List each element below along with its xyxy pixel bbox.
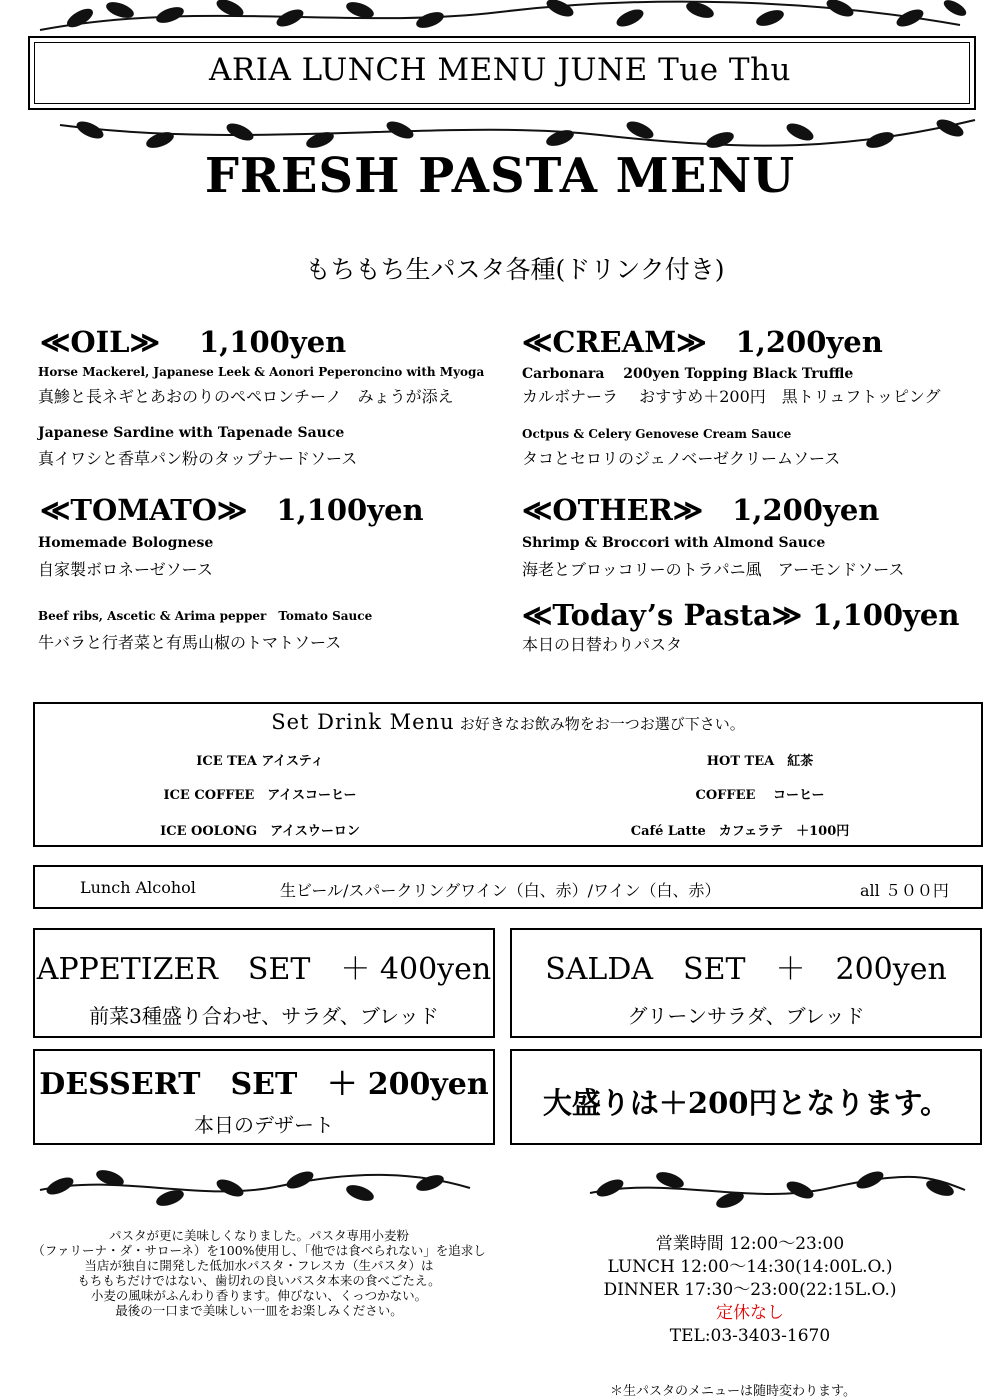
drink-menu-header <box>35 710 981 734</box>
oil-item-2-en: Japanese Sardine with Tapenade Sauce <box>38 425 345 441</box>
cream-heading: ≪CREAM≫ 1,200yen <box>522 325 883 359</box>
dinner-hours: DINNER 17:30～23:00(22:15L.O.) <box>603 1280 897 1300</box>
subtitle: もちもち生パスタ各種(ドリンク付き) <box>305 255 725 284</box>
tomato-heading: ≪TOMATO≫ 1,100yen <box>40 493 424 527</box>
tomato-item-2-jp: 牛バラと行者菜と有馬山椒のトマトソース <box>38 633 342 652</box>
large-portion-note: 大盛りは＋200円となります。 <box>542 1086 950 1120</box>
tomato-item-2-en: Beef ribs, Ascetic & Arima pepper Tomato Sauce <box>38 609 373 623</box>
description-line: 最後の一口まで美味しい一皿をお楽しみください。 <box>115 1303 403 1318</box>
other-heading: ≪OTHER≫ 1,200yen <box>522 493 880 527</box>
oil-heading: ≪OIL≫ 1,100yen <box>40 325 347 359</box>
salda-set-box <box>510 928 982 1038</box>
cream-item-1-en: Carbonara 200yen Topping Black Truffle <box>522 366 854 382</box>
alcohol-items: 生ビール/スパークリングワイン（白、赤）/ワイン（白、赤） <box>280 881 721 900</box>
drink-ice-oolong: ICE OOLONG アイスウーロン <box>160 824 360 839</box>
menu-title: ARIA LUNCH MENU JUNE Tue Thu <box>208 52 792 88</box>
drink-menu-title: Set Drink Menu <box>271 710 455 734</box>
alcohol-box <box>33 865 983 909</box>
oil-item-2-jp: 真イワシと香草パン粉のタップナードソース <box>38 449 358 468</box>
drink-cafe-latte: Café Latte カフェラテ ＋100円 <box>630 824 850 839</box>
tomato-item-1-jp: 自家製ボロネーゼソース <box>38 560 213 579</box>
drink-coffee: COFFEE コーヒー <box>695 788 825 803</box>
business-hours <box>580 1233 920 1348</box>
description-line: 小麦の風味がふんわり香ります。伸びない、くっつかない。 <box>90 1288 428 1303</box>
dessert-set-desc: 本日のデザート <box>194 1113 334 1137</box>
salda-set-desc: グリーンサラダ、ブレッド <box>627 1004 865 1028</box>
telephone: TEL:03-3403-1670 <box>669 1326 831 1346</box>
today-jp: 本日の日替わりパスタ <box>522 635 683 654</box>
salda-set-title: SALDA SET ＋ 200yen <box>545 952 947 987</box>
today-heading: ≪Today’s Pasta≫ 1,100yen <box>522 598 960 632</box>
drink-hot-tea: HOT TEA 紅茶 <box>706 754 814 769</box>
dessert-set-title: DESSERT SET ＋ 200yen <box>39 1067 489 1102</box>
tomato-item-1-en: Homemade Bolognese <box>38 535 214 551</box>
description-line: パスタが更に美味しくなりました。パスタ専用小麦粉 <box>108 1228 409 1243</box>
cream-item-2-en: Octpus & Celery Genovese Cream Sauce <box>522 427 792 441</box>
description-line: 当店が独自に開発した低加水パスタ・フレスカ（生パスタ）は <box>84 1258 434 1273</box>
description-line: （ファリーナ・ダ・サローネ）を100%使用し、「他では食べられない」を追求し <box>32 1243 486 1258</box>
cream-item-1-jp: カルボナーラ おすすめ＋200円 黒トリュフトッピング <box>522 387 941 406</box>
appetizer-set-box <box>33 928 495 1038</box>
appetizer-set-desc: 前菜3種盛り合わせ、サラダ、ブレッド <box>89 1004 439 1028</box>
pasta-description <box>28 1228 490 1318</box>
other-item-1-jp: 海老とブロッコリーのトラパニ風 アーモンドソース <box>522 560 905 579</box>
main-title: FRESH PASTA MENU <box>204 148 796 204</box>
dessert-set-box <box>33 1049 495 1145</box>
drink-menu-note: お好きなお飲み物をお一つお選び下さい。 <box>459 715 745 733</box>
cream-item-2-jp: タコとセロリのジェノベーゼクリームソース <box>522 449 841 468</box>
alcohol-price: all ５００円 <box>860 881 949 900</box>
drink-ice-coffee: ICE COFFEE アイスコーヒー <box>163 788 357 803</box>
closed-days: 定休なし <box>716 1303 784 1323</box>
large-portion-box <box>510 1049 982 1145</box>
appetizer-set-title: APPETIZER SET ＋ 400yen <box>36 952 492 987</box>
alcohol-label: Lunch Alcohol <box>80 878 196 897</box>
other-item-1-en: Shrimp & Broccori with Almond Sauce <box>522 535 826 551</box>
oil-item-1-jp: 真鯵と長ネギとあおのりのペペロンチーノ みょうが添え <box>38 387 454 406</box>
drink-ice-tea: ICE TEA アイスティ <box>196 754 324 769</box>
hours-label: 営業時間 12:00～23:00 <box>655 1234 845 1254</box>
bottom-vine-decoration <box>0 1158 1000 1218</box>
drink-menu-box <box>33 702 983 847</box>
lunch-hours: LUNCH 12:00～14:30(14:00L.O.) <box>607 1257 893 1277</box>
menu-change-note: ＊生パスタのメニューは随時変わります。 <box>610 1384 856 1399</box>
description-line: もちもちだけではない、歯切れの良いパスタ本来の食べごたえ。 <box>77 1273 441 1288</box>
oil-item-1-en: Horse Mackerel, Japanese Leek & Aonori Peperoncino with Myoga <box>38 365 485 379</box>
